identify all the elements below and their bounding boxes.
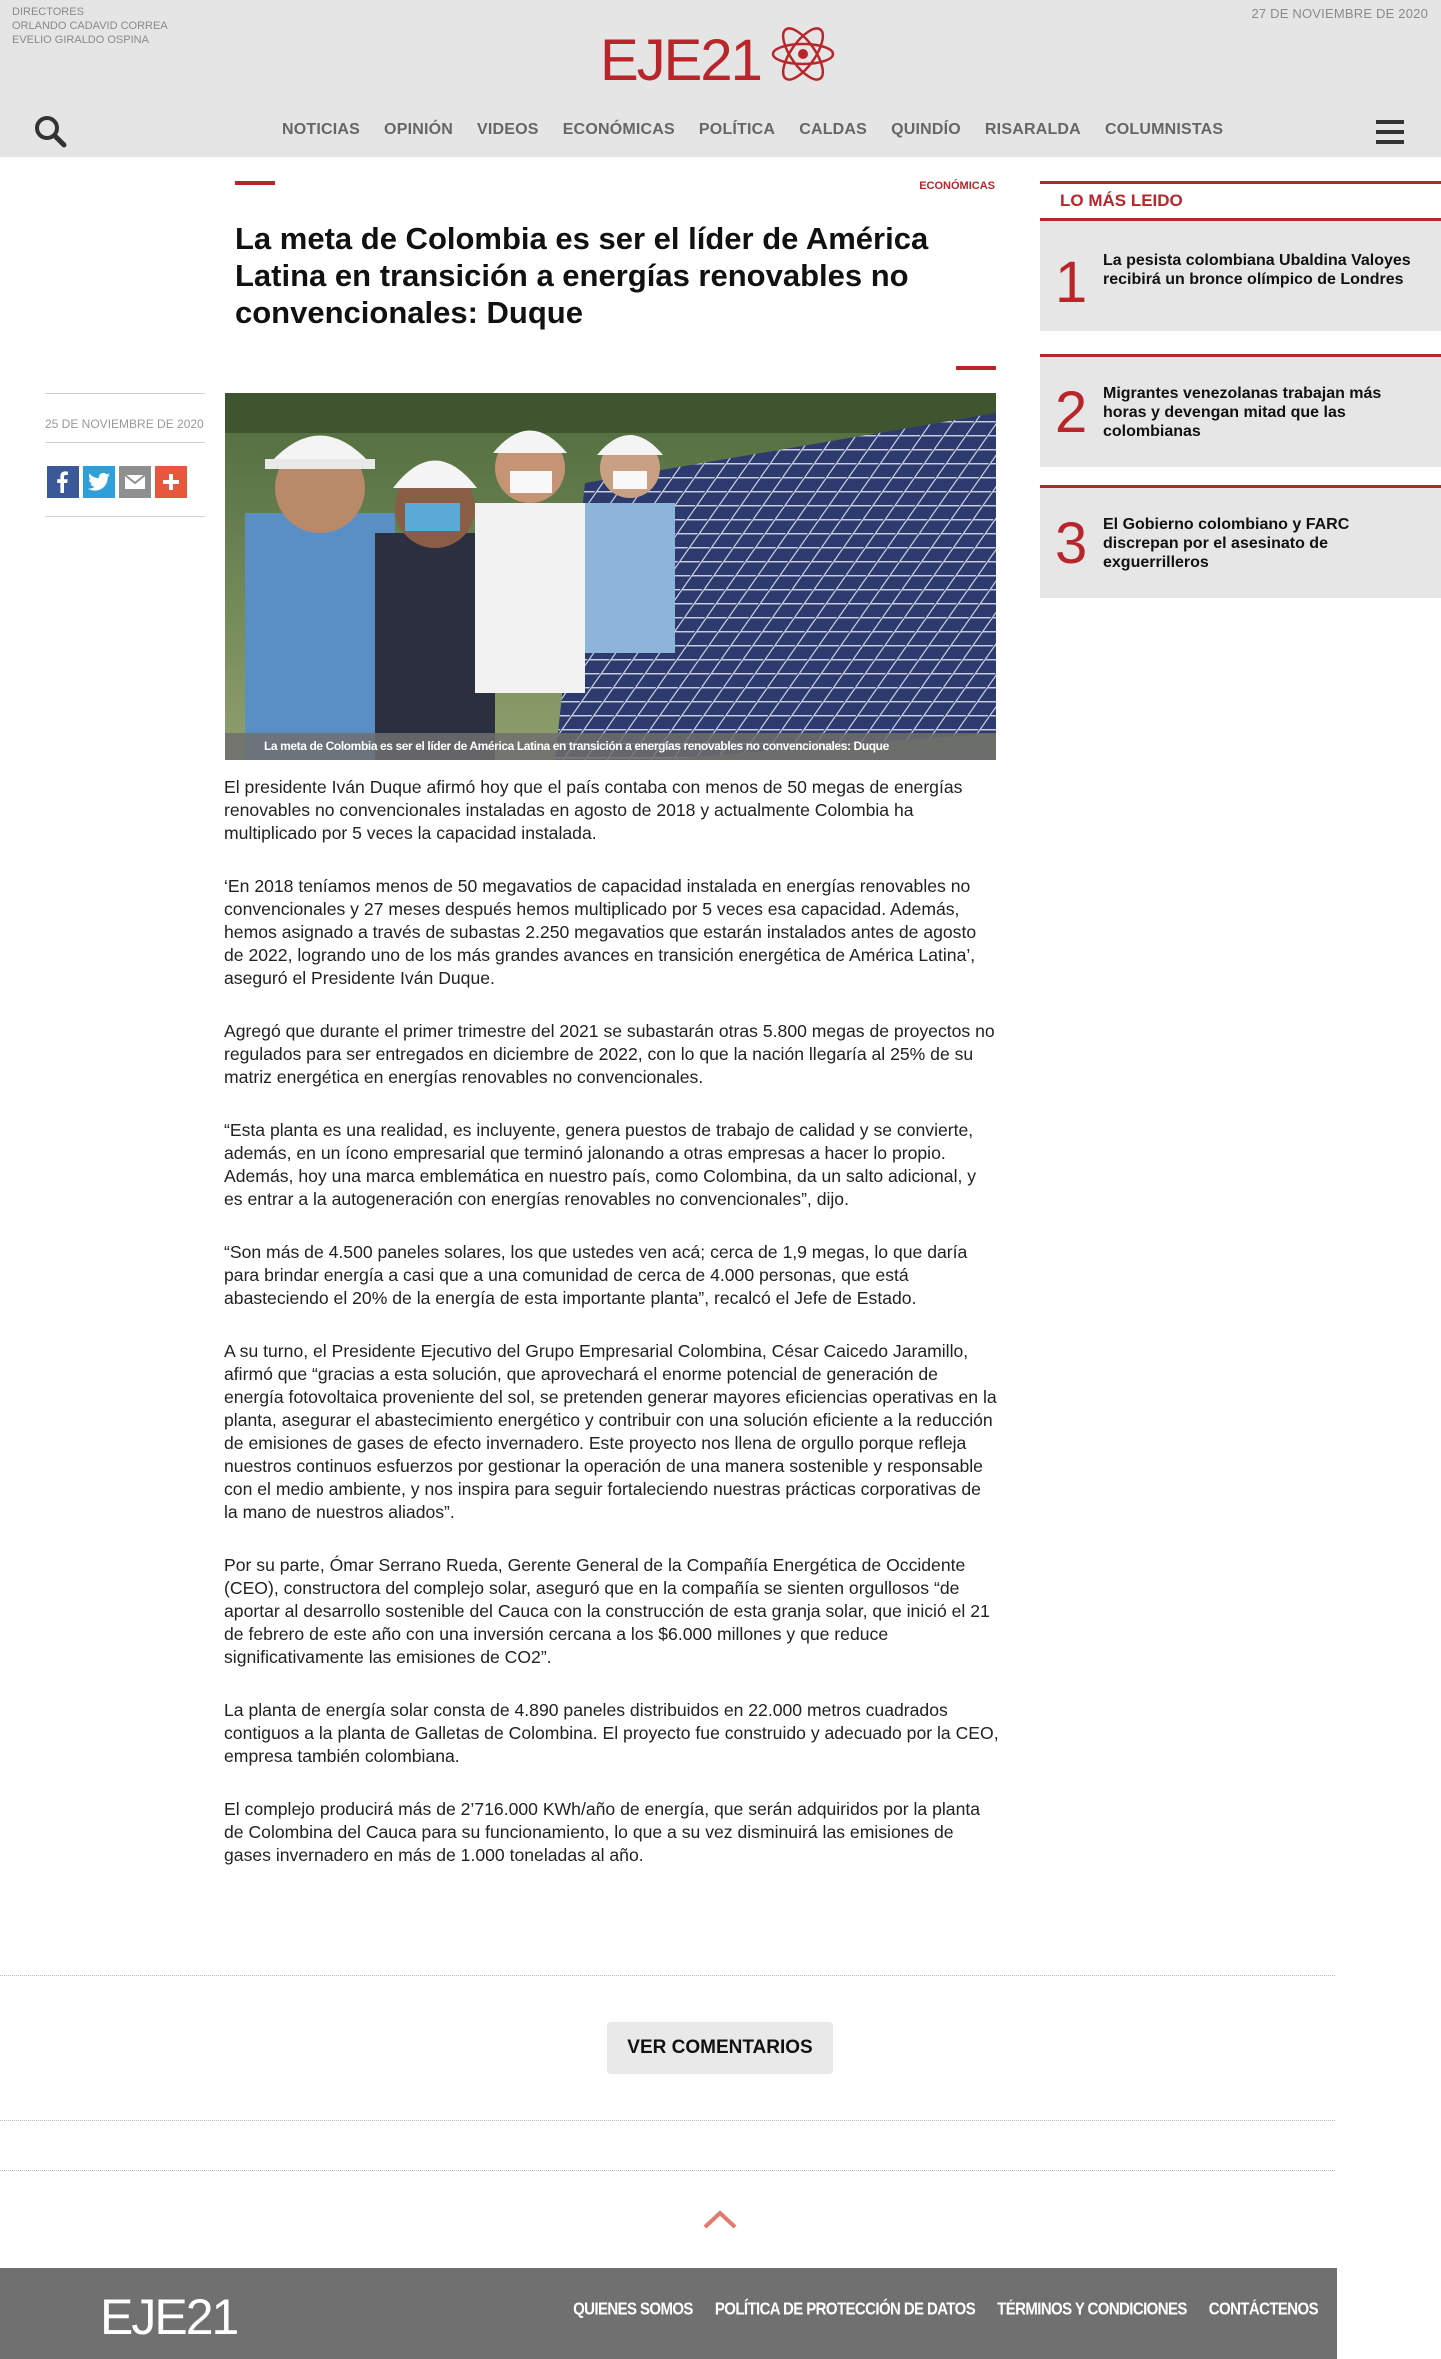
nav-item-economicas[interactable]: ECONÓMICAS [562,121,675,138]
director-name: EVELIO GIRALDO OSPINA [12,34,149,46]
article-photo [225,393,996,760]
twitter-icon[interactable] [83,466,115,498]
most-read-item[interactable] [1040,218,1441,331]
title-end-bar [956,366,996,370]
nav-item-opinion[interactable]: OPINIÓN [384,121,454,138]
most-read-headline[interactable]: Migrantes venezolanas trabajan más horas y devengan mitad que las colombianas [1103,385,1382,440]
nav-item-quindio[interactable]: QUINDÍO [891,121,961,138]
hamburger-menu-icon[interactable] [1373,118,1407,146]
most-read-headline[interactable]: La pesista colombiana Ubaldina Valoyes recibirá un bronce olímpico de Londres [1103,252,1411,288]
most-read-number: 3 [1055,511,1088,576]
article-date: 25 DE NOVIEMBRE DE 2020 [45,417,204,431]
footer-logo-text: EJE21 [100,2290,238,2342]
directors-block [12,5,168,47]
footer-link-quienes-somos[interactable]: QUIENES SOMOS [573,2299,693,2320]
plus-icon[interactable] [155,466,187,498]
footer-link-privacy[interactable]: POLÍTICA DE PROTECCIÓN DE DATOS [714,2299,976,2320]
facebook-icon[interactable] [47,466,79,498]
directors-label: DIRECTORES [12,6,84,18]
nav-item-politica[interactable]: POLÍTICA [698,121,776,138]
most-read-accent-bar [1040,181,1441,184]
article-paragraph: Por su parte, Ómar Serrano Rueda, Gerente General de la Compañía Energética de Occidente (CEO), constructora del complejo solar, aseguró que en la compañía se sienten orgullosos “de aportar al desarrollo sostenible del Cauca con la construcción de esta granja solar, que inició el 21 de febrero de este año con una inversión cercana a los $6.000 millones y que reduce significativamente las emisiones de CO2”. [224,1555,990,1667]
article-body [224,776,999,1897]
photo-caption: La meta de Colombia es ser el líder de América Latina en transición a energías renovables no convencionales: Duque [225,733,996,760]
article-paragraph: A su turno, el Presidente Ejecutivo del Grupo Empresarial Colombina, César Caicedo Jaramillo, afirmó que “gracias a esta solución, que aprovechará el enorme potencial de generación de energía fotovoltaica proveniente del sol, se pretenden generar mayores eficiencias operativas en la planta, asegurar el abastecimiento energético y contribuir con una solución eficiente a la reducción de emisiones de gases de efecto invernadero. Este proyecto nos llena de orgullo porque refleja nuestros continuos esfuerzos por gestionar la operación de una manera sostenible y responsable con el medio ambiente, y nos inspira para seguir fortaleciendo nuestras prácticas corporativas de la mano de nuestros aliados”. [224,1341,997,1522]
nav-item-risaralda[interactable]: RISARALDA [984,121,1081,138]
nav-item-videos[interactable]: VIDEOS [477,121,539,138]
most-read-number: 1 [1055,250,1088,315]
divider [45,516,205,517]
divider [45,442,205,443]
divider [0,1975,1335,1976]
footer-link-contact[interactable]: CONTÁCTENOS [1208,2299,1318,2320]
article-paragraph: La planta de energía solar consta de 4.890 paneles distribuidos en 22.000 metros cuadrados contiguos a la planta de Galletas de Colombina. El proyecto fue construido y adecuado por la CEO, empresa también colombiana. [224,1700,999,1766]
most-read-headline[interactable]: El Gobierno colombiano y FARC discrepan por el asesinato de exguerrilleros [1103,516,1350,571]
divider [45,393,205,394]
site-header [0,0,1441,157]
article-paragraph: El complejo producirá más de 2’716.000 KWh/año de energía, que serán adquiridos por la planta de Colombina del Cauca para su funcionamiento, lo que a su vez disminuirá las emisiones de gases invernadero en más de 1.000 toneladas al año. [224,1799,981,1865]
article-paragraph: “Esta planta es una realidad, es incluyente, genera puestos de trabajo de calidad y se convierte, además, en un ícono empresarial que terminó jalonando a otras empresas a hacer lo propio. Además, hoy una marca emblemática en nuestro país, como Colombina, da un salto adicional, y es entrar a la autogeneración con energías renovables no convencionales”, dijo. [224,1120,977,1209]
header-date: 27 DE NOVIEMBRE DE 2020 [1251,6,1428,21]
article-paragraph: Agregó que durante el primer trimestre del 2021 se subastarán otras 5.800 megas de proyectos no regulados para ser entregados en diciembre de 2022, con lo que la nación llegaría al 25% de su matriz energética en energías renovables no convencionales. [224,1021,995,1087]
nav-item-caldas[interactable]: CALDAS [799,121,868,138]
email-icon[interactable] [119,466,151,498]
nav-item-columnistas[interactable]: COLUMNISTAS [1104,121,1224,138]
director-name: ORLANDO CADAVID CORREA [12,20,168,32]
most-read-title: LO MÁS LEIDO [1060,191,1183,210]
site-logo[interactable] [598,20,838,92]
most-read-number: 2 [1055,380,1088,445]
view-comments-button[interactable]: VER COMENTARIOS [607,2022,833,2074]
share-buttons [47,466,187,498]
article-paragraph: El presidente Iván Duque afirmó hoy que el país contaba con menos de 50 megas de energías renovables no convencionales instaladas en agosto de 2018 y actualmente Colombia ha multiplicado por 5 veces la capacidad instalada. [224,777,963,843]
article-title: La meta de Colombia es ser el líder de América Latina en transición a energías renovables no convencionales: Duque [235,221,929,330]
footer-logo[interactable] [100,2290,250,2342]
footer-nav [562,2301,1329,2318]
chevron-up-icon[interactable] [702,2208,738,2230]
search-icon[interactable] [34,115,68,149]
most-read-item[interactable] [1040,485,1441,598]
site-footer [0,2268,1337,2359]
most-read-item[interactable] [1040,354,1441,467]
title-accent-bar [235,181,275,185]
divider [0,2170,1335,2171]
logo-text: EJE21 [600,28,761,92]
divider [0,2120,1335,2121]
category-link[interactable]: ECONÓMICAS [919,180,995,192]
article-paragraph: ‘En 2018 teníamos menos de 50 megavatios de capacidad instalada en energías renovables no convencionales y 27 meses después hemos multiplicado por 5 veces esa capacidad. Además, hemos asignado a través de subastas 2.250 megavatios que estarán instalados antes de agosto de 2022, logrando uno de los más grandes avances en transición energética de América Latina’, aseguró el Presidente Iván Duque. [224,876,977,988]
main-nav [270,119,1235,141]
nav-item-noticias[interactable]: NOTICIAS [282,121,361,138]
article-paragraph: “Son más de 4.500 paneles solares, los que ustedes ven acá; cerca de 1,9 megas, lo que daría para brindar energía a casi que a una comunidad de cerca de 4.000 personas, que está abasteciendo el 20% de la energía de esta importante planta”, recalcó el Jefe de Estado. [224,1242,968,1308]
footer-link-terms[interactable]: TÉRMINOS Y CONDICIONES [997,2299,1187,2320]
